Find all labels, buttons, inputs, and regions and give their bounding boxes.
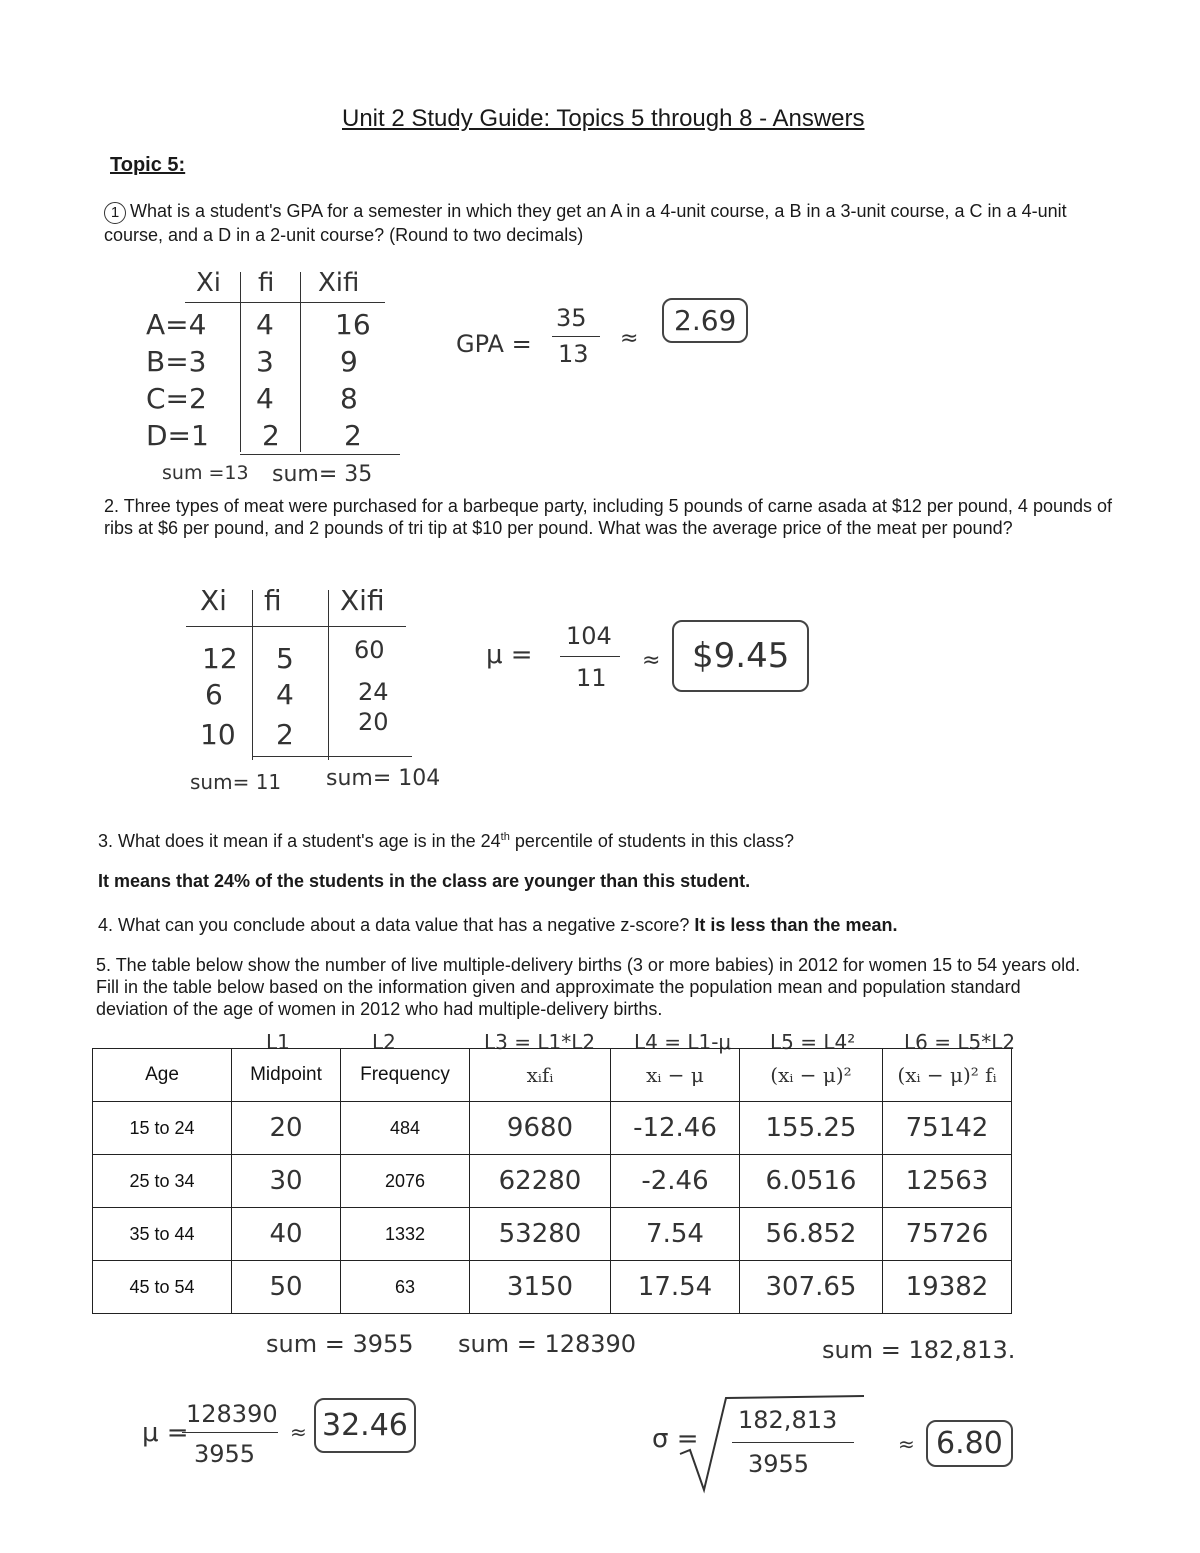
cell-age: 35 to 44 [93, 1208, 232, 1261]
table-row [93, 1261, 1012, 1314]
cell-deviation: 17.54 [611, 1261, 740, 1314]
cell-age: 45 to 54 [93, 1261, 232, 1314]
col-head-fi: fi [264, 584, 282, 617]
cell-midpoint: 40 [232, 1208, 341, 1261]
question-4-text: 4. What can you conclude about a data value that has a negative z-score? [98, 915, 690, 935]
gpa-denominator: 13 [558, 340, 589, 368]
cell: 2 [276, 718, 294, 751]
cell-weighted: 19382 [883, 1261, 1012, 1314]
cell-deviation: 7.54 [611, 1208, 740, 1261]
table-divider [252, 590, 253, 760]
table-divider [328, 590, 329, 760]
cell: 16 [335, 308, 371, 341]
col-head-xi: Xi [196, 268, 222, 298]
topic-heading: Topic 5: [110, 154, 186, 176]
approx-sign: ≈ [290, 1420, 307, 1444]
table-divider [300, 272, 301, 452]
col-head-xifi: Xifi [318, 268, 360, 298]
list-label: L3 = L1*L2 [484, 1030, 596, 1054]
header-midpoint: Midpoint [232, 1049, 341, 1102]
question-3-text-end: percentile of students in this class? [509, 831, 795, 851]
cell-frequency: 1332 [341, 1208, 470, 1261]
cell-deviation: -12.46 [611, 1102, 740, 1155]
approx-sign: ≈ [642, 648, 661, 673]
col-head-xi: Xi [200, 584, 227, 617]
list-label: L1 [266, 1030, 290, 1054]
cell: 3 [256, 345, 274, 378]
cell-squared-deviation: 307.65 [740, 1261, 883, 1314]
cell-xifi: 62280 [470, 1155, 611, 1208]
question-1-text: What is a student's GPA for a semester in which they get an A in a 4-unit course, a B in a 3-unit course, a C in a 4-unit course, and a D in a 2-unit course? (Round to two decimals) [104, 201, 1067, 245]
sum-frequency: sum =13 [162, 462, 249, 484]
cell-xifi: 53280 [470, 1208, 611, 1261]
sum-weighted: sum = 182,813. [822, 1336, 1016, 1364]
sum-frequency: sum = 3955 [266, 1330, 414, 1358]
cell-frequency: 2076 [341, 1155, 470, 1208]
fraction-bar [560, 656, 620, 657]
cell-midpoint: 50 [232, 1261, 341, 1314]
question-3-answer: It means that 24% of the students in the class are younger than this student. [98, 871, 751, 891]
cell: 2 [262, 419, 280, 452]
cell: 2 [344, 419, 362, 452]
question-2-text: 2. Three types of meat were purchased for a barbeque party, including 5 pounds of carne asada at $12 per pound, 4 pounds of ribs at $6 per pound, and 2 pounds of tri tip at $10 per pound. What was the average price of the meat per pound? [104, 496, 1113, 538]
cell-xifi: 9680 [470, 1102, 611, 1155]
gpa-label: GPA = [456, 330, 532, 358]
mu-numerator: 104 [566, 622, 612, 650]
cell-squared-deviation: 6.0516 [740, 1155, 883, 1208]
sum-rule [240, 454, 400, 455]
table-row [93, 1155, 1012, 1208]
mu-label: μ = [142, 1418, 189, 1448]
fraction-bar [182, 1432, 278, 1433]
mean-answer: 32.46 [314, 1398, 416, 1453]
cell: C=2 [146, 382, 207, 415]
sd-answer: 6.80 [926, 1420, 1013, 1467]
header-xifi: xᵢfᵢ [470, 1049, 611, 1102]
approx-sign: ≈ [620, 326, 639, 351]
question-3 [98, 826, 794, 852]
sigma-denominator: 3955 [748, 1450, 810, 1478]
cell: B=3 [146, 345, 207, 378]
header-squared-deviation: (xᵢ − μ)² [740, 1049, 883, 1102]
col-head-fi: fi [258, 268, 275, 298]
cell-frequency: 63 [341, 1261, 470, 1314]
cell-deviation: -2.46 [611, 1155, 740, 1208]
page-title: Unit 2 Study Guide: Topics 5 through 8 - Answers [342, 105, 865, 132]
cell-frequency: 484 [341, 1102, 470, 1155]
header-deviation: xᵢ − μ [611, 1049, 740, 1102]
question-4-answer: It is less than the mean. [694, 915, 898, 935]
mu-denominator: 3955 [194, 1440, 256, 1468]
cell-midpoint: 20 [232, 1102, 341, 1155]
header-frequency: Frequency [341, 1049, 470, 1102]
sigma-label: σ = [652, 1424, 699, 1454]
fraction-bar [732, 1442, 854, 1443]
cell-squared-deviation: 56.852 [740, 1208, 883, 1261]
cell-age: 25 to 34 [93, 1155, 232, 1208]
cell: 10 [200, 718, 236, 751]
table-divider [240, 272, 241, 452]
cell: 4 [256, 308, 274, 341]
cell: 24 [358, 678, 389, 706]
cell-age: 15 to 24 [93, 1102, 232, 1155]
cell-weighted: 12563 [883, 1155, 1012, 1208]
mu-label: μ = [486, 640, 533, 670]
list-label: L6 = L5*L2 [904, 1030, 1016, 1054]
gpa-answer: 2.69 [662, 298, 748, 343]
sum-frequency: sum= 11 [190, 770, 282, 794]
cell-weighted: 75726 [883, 1208, 1012, 1261]
table-header-row [93, 1049, 1012, 1102]
sigma-numerator: 182,813 [738, 1406, 838, 1434]
table-row [93, 1102, 1012, 1155]
cell: 4 [276, 678, 294, 711]
births-table [92, 1048, 1012, 1314]
question-5-text: 5. The table below show the number of live multiple-delivery births (3 or more babies) in 2012 for women 15 to 54 years old. Fill in the table below based on the information given and approximate the population mean and population standard deviation of the age of women in 2012 who had multiple-delivery births. [96, 955, 1081, 1019]
cell-midpoint: 30 [232, 1155, 341, 1208]
sum-rule [252, 756, 412, 757]
cell: 12 [202, 642, 238, 675]
cell: D=1 [146, 419, 209, 452]
header-weighted-squared-deviation: (xᵢ − μ)² fᵢ [883, 1049, 1012, 1102]
sum-product: sum= 35 [272, 462, 373, 487]
list-label: L4 = L1-μ [634, 1030, 732, 1054]
sum-xifi: sum = 128390 [458, 1330, 637, 1358]
cell: 8 [340, 382, 358, 415]
question-number: 1 [104, 202, 126, 224]
cell: 5 [276, 642, 294, 675]
cell: 20 [358, 708, 389, 736]
mu-denominator: 11 [576, 664, 607, 692]
table-rule [186, 626, 406, 627]
cell: 6 [205, 678, 223, 711]
gpa-numerator: 35 [556, 304, 587, 332]
question-1 [104, 200, 1104, 246]
cell-xifi: 3150 [470, 1261, 611, 1314]
header-age: Age [93, 1049, 232, 1102]
list-label: L5 = L4² [770, 1030, 856, 1054]
list-label: L2 [372, 1030, 396, 1054]
table-row [93, 1208, 1012, 1261]
price-answer: $9.45 [672, 620, 809, 692]
cell: 9 [340, 345, 358, 378]
cell-squared-deviation: 155.25 [740, 1102, 883, 1155]
fraction-bar [552, 336, 600, 337]
question-3-text: 3. What does it mean if a student's age is in the 24 [98, 831, 501, 851]
approx-sign: ≈ [898, 1432, 915, 1456]
question-4 [98, 914, 897, 936]
col-head-xifi: Xifi [340, 584, 385, 617]
sum-product: sum= 104 [326, 766, 441, 791]
cell: 60 [354, 636, 385, 664]
cell-weighted: 75142 [883, 1102, 1012, 1155]
cell: A=4 [146, 308, 207, 341]
mu-numerator: 128390 [186, 1400, 278, 1428]
ordinal-suffix: th [500, 831, 510, 843]
cell: 4 [256, 382, 274, 415]
table-rule [185, 302, 385, 303]
